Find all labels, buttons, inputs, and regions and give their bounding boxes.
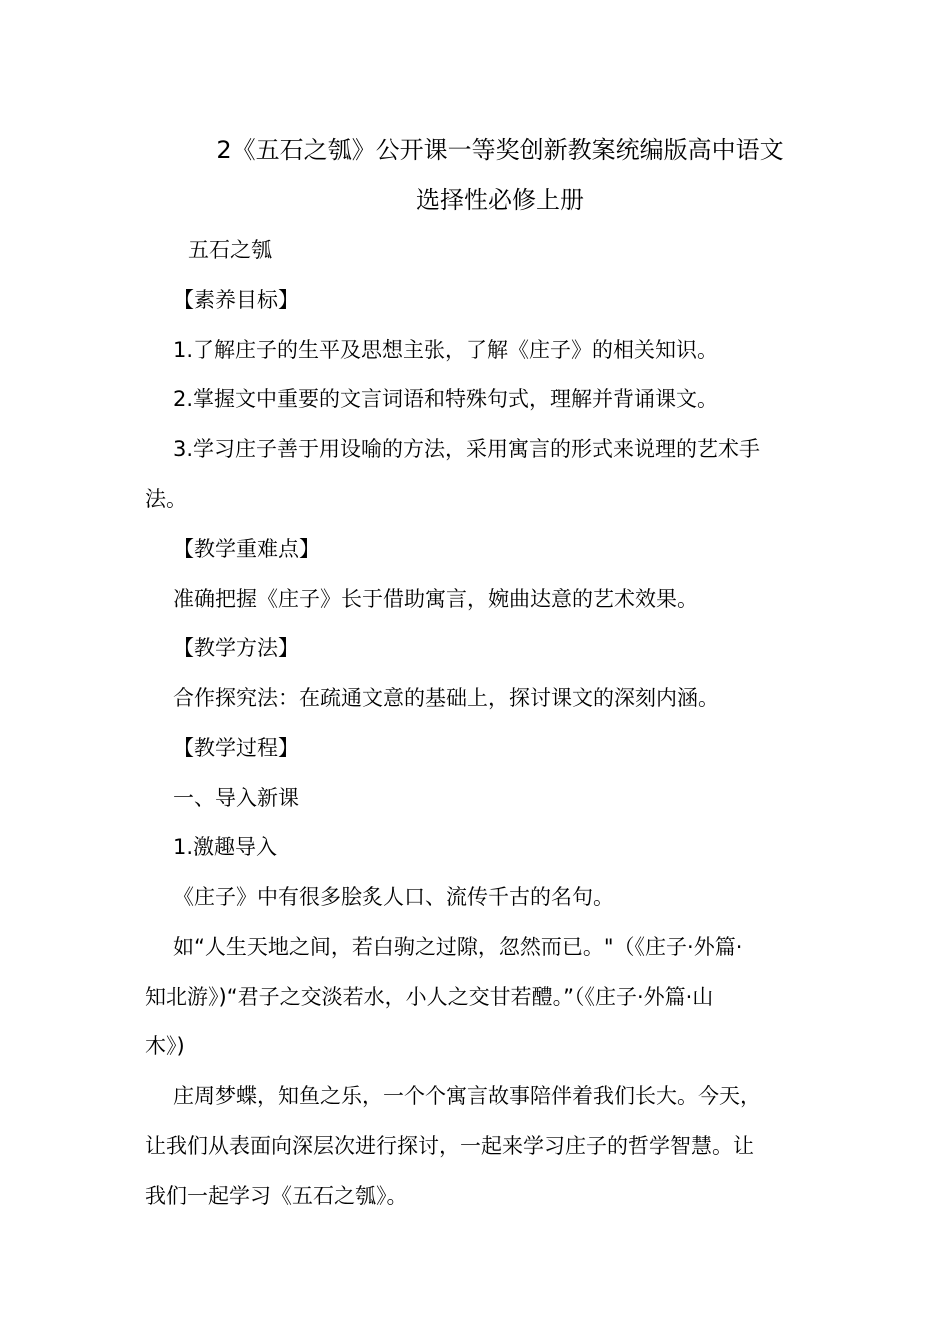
paragraph-story-line-3: 我们一起学习《五石之瓠》。 [145, 1184, 408, 1208]
section-heading-key-points: 【教学重难点】 [173, 537, 320, 561]
process-substep-heading: 1.激趣导入 [173, 835, 278, 859]
objective-item-1: 1.了解庄子的生平及思想主张，了解《庄子》的相关知识。 [173, 338, 719, 362]
process-step-heading: 一、导入新课 [173, 786, 299, 810]
objective-item-3-continued: 法。 [145, 487, 187, 511]
methods-text: 合作探究法：在疏通文意的基础上，探讨课文的深刻内涵。 [173, 686, 719, 710]
paragraph-story-line-1: 庄周梦蝶，知鱼之乐，一个个寓言故事陪伴着我们长大。今天， [173, 1084, 761, 1108]
paragraph-quote-line-2: 知北游》)“君子之交淡若水，小人之交甘若醴。”（《庄子·外篇·山 [145, 985, 714, 1009]
key-points-text: 准确把握《庄子》长于借助寓言，婉曲达意的艺术效果。 [173, 587, 698, 611]
objective-item-3: 3.学习庄子善于用设喻的方法，采用寓言的形式来说理的艺术手 [173, 437, 761, 461]
paragraph-quote-line-1: 如“人生天地之间，若白驹之过隙，忽然而已。"（《庄子·外篇· [173, 935, 743, 959]
paragraph-quote-line-3: 木》) [145, 1034, 185, 1058]
document-title-line-1: 2《五石之瓠》公开课一等奖创新教案统编版高中语文 [216, 136, 784, 164]
section-heading-text-title: 五石之瓠 [188, 238, 272, 262]
paragraph-story-line-2: 让我们从表面向深层次进行探讨，一起来学习庄子的哲学智慧。让 [145, 1134, 754, 1158]
section-heading-objectives: 【素养目标】 [173, 288, 299, 312]
paragraph-intro: 《庄子》中有很多脍炙人口、流传千古的名句。 [173, 885, 614, 909]
objective-item-2: 2.掌握文中重要的文言词语和特殊句式，理解并背诵课文。 [173, 387, 719, 411]
section-heading-process: 【教学过程】 [173, 736, 299, 760]
document-title-line-2: 选择性必修上册 [416, 186, 584, 214]
section-heading-methods: 【教学方法】 [173, 636, 299, 660]
